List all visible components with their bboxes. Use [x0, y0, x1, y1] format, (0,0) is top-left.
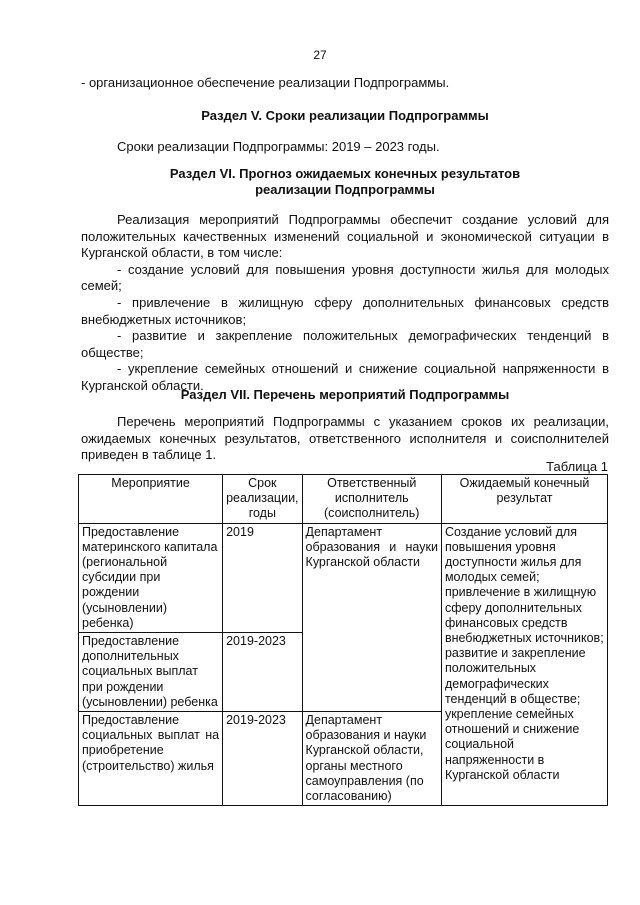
section6-lead: Реализация мероприятий Подпрограммы обеспечит создание условий для положительных качественных изменений социальной и экономической ситуации в Курганской области, в том числе:	[81, 212, 609, 261]
intro-bullet: - организационное обеспечение реализации Подпрограммы.	[81, 75, 450, 90]
measure-cell: Предоставление дополнительных социальных выплат при рождении (усыновлении) ребенка	[79, 633, 223, 712]
section5-text: Сроки реализации Подпрограммы: 2019 – 2023 годы.	[117, 139, 440, 154]
header-result: Ожидаемый конечный результат	[441, 475, 607, 524]
page-number: 27	[313, 48, 327, 62]
measures-table	[78, 474, 608, 806]
section7-heading: Раздел VII. Перечень мероприятий Подпрограммы	[180, 387, 510, 402]
section6-body	[81, 212, 609, 395]
section6-bullet: - укрепление семейных отношений и снижение социальной напряженности в Курганской области.	[81, 361, 609, 393]
table-caption: Таблица 1	[546, 459, 608, 474]
executor-cell: Департамент образования и науки Курганской области	[302, 523, 441, 711]
section6-heading-line1: Раздел VI. Прогноз ожидаемых конечных результатов	[169, 166, 521, 181]
section7-body	[81, 414, 609, 464]
header-measure: Мероприятие	[79, 475, 223, 524]
measure-cell: Предоставление социальных выплат на приобретение (строительство) жилья	[79, 712, 223, 806]
result-cell: Создание условий для повышения уровня доступности жилья для молодых семей; привлечение в жилищную сферу дополнительных финансовых средств внебюджетных источников; развитие и закрепление положительных демографических тенденций в обществе; укрепление семейных отношений и снижение социальной напряженности в Курганской области	[441, 523, 607, 806]
measure-cell: Предоставление материнского капитала (региональной субсидии при рождении (усыновлении) ребенка)	[79, 523, 223, 632]
term-cell: 2019	[223, 523, 302, 632]
executor-cell: Департамент образования и науки Курганской области, органы местного самоуправления (по согласованию)	[302, 712, 441, 806]
header-term: Срок реализации, годы	[223, 475, 302, 524]
term-cell: 2019-2023	[223, 712, 302, 806]
section6-bullet: - создание условий для повышения уровня доступности жилья для молодых семей;	[81, 261, 609, 294]
table-header-row	[79, 475, 608, 524]
section7-text: Перечень мероприятий Подпрограммы с указанием сроков их реализации, ожидаемых конечных результатов, ответственного исполнителя и соисполнителей приведен в таблице 1.	[81, 414, 609, 463]
section6-heading-line2: реализации Подпрограммы	[255, 182, 435, 197]
section6-bullet: - развитие и закрепление положительных демографических тенденций в обществе;	[81, 328, 609, 360]
section6-bullet: - привлечение в жилищную сферу дополнительных финансовых средств внебюджетных источников;	[81, 294, 609, 327]
header-executor: Ответственный исполнитель (соисполнитель)	[302, 475, 441, 524]
section5-heading: Раздел V. Сроки реализации Подпрограммы	[201, 108, 489, 123]
term-cell: 2019-2023	[223, 633, 302, 712]
table-row	[79, 523, 608, 632]
